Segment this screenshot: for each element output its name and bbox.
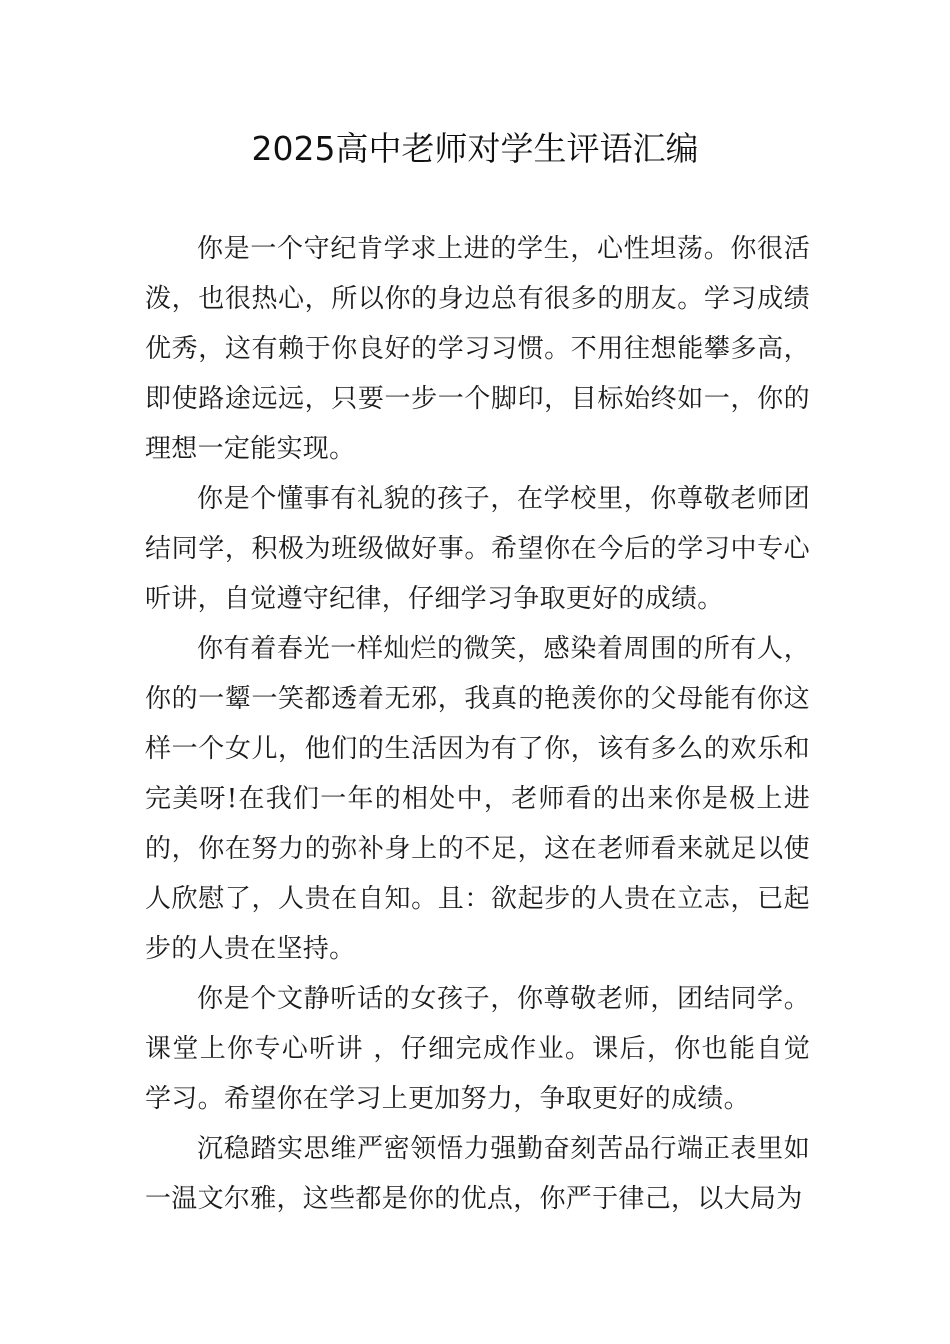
document-body <box>145 224 810 1224</box>
paragraph: 你是一个守纪肯学求上进的学生，心性坦荡。你很活泼，也很热心，所以你的身边总有很多的朋友。学习成绩优秀，这有赖于你良好的学习习惯。不用往想能攀多高，即使路途远远，只要一步一个脚印，目标始终如一，你的理想一定能实现。 <box>145 234 810 464</box>
paragraph: 沉稳踏实思维严密领悟力强勤奋刻苦品行端正表里如一温文尔雅，这些都是你的优点，你严于律己，以大局为 <box>145 1134 810 1214</box>
paragraph: 你有着春光一样灿烂的微笑，感染着周围的所有人，你的一颦一笑都透着无邪，我真的艳羡你的父母能有你这样一个女儿，他们的生活因为有了你，该有多么的欢乐和完美呀!在我们一年的相处中，老师看的出来你是极上进的，你在努力的弥补身上的不足，这在老师看来就足以使人欣慰了，人贵在自知。且：欲起步的人贵在立志，已起步的人贵在坚持。 <box>145 634 810 964</box>
paragraph: 你是个懂事有礼貌的孩子，在学校里，你尊敬老师团结同学，积极为班级做好事。希望你在今后的学习中专心听讲，自觉遵守纪律，仔细学习争取更好的成绩。 <box>145 484 810 614</box>
paragraph: 你是个文静听话的女孩子，你尊敬老师，团结同学。课堂上你专心听讲 ，仔细完成作业。课后，你也能自觉学习。希望你在学习上更加努力，争取更好的成绩。 <box>145 984 810 1114</box>
document-title: 2025高中老师对学生评语汇编 <box>251 129 699 168</box>
